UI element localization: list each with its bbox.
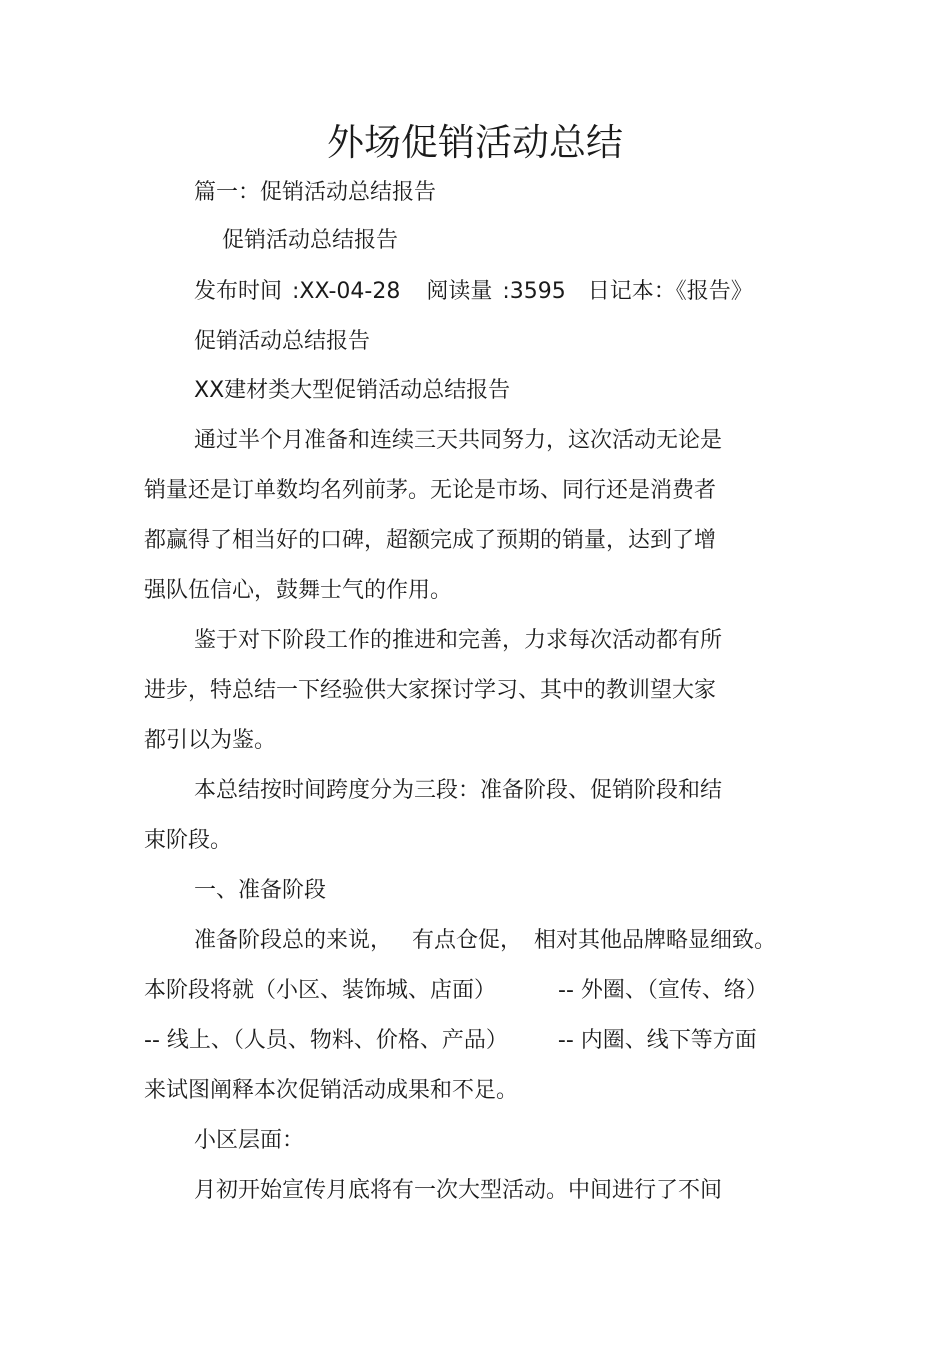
paragraph-line: 鉴于对下阶段工作的推进和完善，力求每次活动都有所 (194, 628, 723, 653)
paragraph-line: 束阶段。 (144, 828, 233, 853)
paragraph-line: 进步，特总结一下经验供大家探讨学习、其中的教训望大家 (144, 678, 717, 703)
chapter-heading: 篇一：促销活动总结报告 (194, 180, 437, 205)
paragraph-line: 本总结按时间跨度分为三段：准备阶段、促销阶段和结 (194, 778, 723, 803)
text-segment: 准备阶段总的来说， (194, 928, 393, 953)
document-title: 外场促销活动总结 (327, 121, 623, 164)
heading-repeat: 促销活动总结报告 (194, 329, 371, 354)
publish-label: 发布时间 (194, 279, 283, 304)
section-heading: 一、准备阶段 (194, 878, 327, 903)
paragraph-line: 月初开始宣传月底将有一次大型活动。中间进行了不间 (194, 1178, 723, 1203)
text-segment: -- 外圈、（宣传、络） (558, 978, 768, 1003)
paragraph-line: 强队伍信心，鼓舞士气的作用。 (144, 578, 453, 603)
views-label: 阅读量 (426, 279, 493, 304)
sub-heading: 促销活动总结报告 (222, 228, 399, 253)
text-segment: -- 线上、（人员、物料、价格、产品） (144, 1028, 508, 1053)
paragraph-line: 都引以为鉴。 (144, 728, 277, 753)
views-value: :3595 (502, 279, 566, 304)
publish-value: :XX-04-28 (292, 279, 401, 304)
paragraph-line: 都赢得了相当好的口碑，超额完成了预期的销量，达到了增 (144, 528, 717, 553)
paragraph-line (194, 926, 776, 956)
report-title: XX建材类大型促销活动总结报告 (194, 378, 511, 403)
text-segment: 有点仓促， (412, 928, 523, 953)
paragraph-line (144, 1026, 757, 1056)
paragraph-line: 销量还是订单数均名列前茅。无论是市场、同行还是消费者 (144, 478, 717, 503)
paragraph-line: 来试图阐释本次促销活动成果和不足。 (144, 1078, 519, 1103)
text-segment: 本阶段将就（小区、装饰城、店面） (144, 978, 497, 1003)
sub-heading-community: 小区层面： (194, 1128, 305, 1153)
diary-value: 《报告》 (675, 279, 753, 304)
text-segment: -- 内圈、线下等方面 (557, 1028, 757, 1053)
paragraph-line: 通过半个月准备和连续三天共同努力，这次活动无论是 (194, 428, 723, 453)
diary-label: 日记本： (587, 279, 676, 304)
meta-line (194, 277, 753, 307)
text-segment: 相对其他品牌略显细致。 (534, 928, 777, 953)
paragraph-line (144, 976, 768, 1006)
